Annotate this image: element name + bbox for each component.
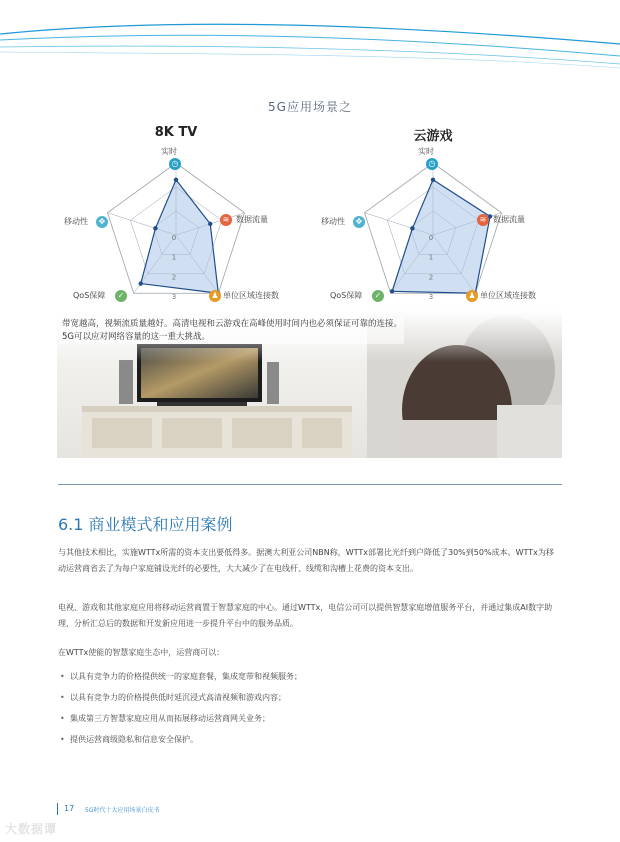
clock-icon: ◷: [426, 158, 438, 170]
qos-icon: ✓: [372, 290, 384, 302]
header-wave-decoration: [0, 0, 620, 70]
section-divider: [58, 484, 562, 485]
paragraph-intro-list: 在WTTx使能的智慧家庭生态中，运营商可以：: [58, 648, 225, 657]
radar-data-point: [139, 281, 143, 285]
section-title: 6.1 商业模式和应用案例: [58, 515, 233, 534]
radar-data-point: [153, 226, 157, 230]
traffic-icon: ≋: [220, 214, 232, 226]
watermark: [5, 820, 57, 837]
radar-scale-label: 2: [171, 273, 177, 282]
mobility-icon: ✥: [353, 216, 365, 228]
axis-label-connections: 单位区域连接数: [480, 291, 536, 300]
axis-label-traffic: 数据流量: [493, 215, 525, 224]
qos-icon: ✓: [115, 290, 127, 302]
paragraph-smart-home: 电视、游戏和其他家庭应用将移动运营商置于智慧家庭的中心。通过WTTx，电信公司可以提供智慧家庭增值服务平台，并通过集成AI数字助理，分析汇总后的数据和开发新应用进一步提升平台中的服务品质。: [58, 603, 553, 628]
list-item: • 以具有竞争力的价格提供低时延沉浸式高清视频和游戏内容；: [58, 687, 558, 708]
axis-label-realtime: 实时: [418, 147, 434, 156]
photo-caption-line-2: 5G可以应对网络容量的这一重大挑战。: [62, 332, 210, 342]
photo-caption-line-1: 带宽越高，视频流质量越好。高清电视和云游戏在高峰使用时间内也必须保证可靠的连接。: [62, 319, 403, 329]
list-item: • 提供运营商级隐私和信息安全保护。: [58, 729, 558, 750]
watermark-text: 大数据谭: [5, 822, 58, 836]
operator-capabilities-list: [58, 666, 558, 750]
radar-scale-label: 2: [428, 273, 434, 282]
radar-chart-cloud-gaming: [321, 125, 536, 315]
axis-label-qos: QoS保障: [330, 291, 363, 300]
list-item: • 集成第三方智慧家庭应用从而拓展移动运营商网关业务；: [58, 708, 558, 729]
living-room-photo: [57, 310, 562, 458]
radar-scale-label: 0: [428, 234, 434, 242]
radar-title: 8K TV: [154, 125, 198, 140]
radar-data-point: [390, 289, 394, 293]
page-number: 17: [64, 804, 75, 813]
radar-data-point: [174, 178, 178, 182]
clock-icon: ◷: [169, 158, 181, 170]
radar-scale-label: 1: [428, 253, 434, 262]
mobility-icon: ✥: [96, 216, 108, 228]
axis-label-traffic: 数据流量: [236, 215, 268, 224]
scenario-title: 5G应用场景之: [268, 100, 352, 114]
radar-chart-8k-tv: [64, 125, 279, 315]
radar-data-area: [392, 180, 490, 293]
axis-label-realtime: 实时: [161, 147, 177, 156]
radar-scale-label: 0: [171, 234, 177, 242]
people-icon: ♟: [209, 290, 221, 302]
people-icon: ♟: [466, 290, 478, 302]
photo-caption: [60, 318, 404, 344]
radar-scale-label: 3: [171, 293, 177, 302]
axis-label-mobility: 移动性: [64, 217, 88, 226]
radar-data-point: [410, 226, 414, 230]
axis-label-qos: QoS保障: [73, 291, 106, 300]
radar-title: 云游戏: [413, 129, 453, 144]
document-title: 5G时代十大应用场景白皮书: [85, 807, 160, 814]
paragraph-capex: 与其他技术相比，实施WTTx所需的资本支出要低得多。据澳大利亚公司NBN称，WTTx部署比光纤到户降低了30%到50%成本。WTTx为移动运营商省去了为每户家庭铺设光纤的必要性，大大减少了在电线杆、线缆和沟槽上花费的资本支出。: [58, 548, 554, 573]
radar-data-point: [208, 222, 212, 226]
list-item: • 以具有竞争力的价格提供统一的家庭套餐，集成宽带和视频服务；: [58, 666, 558, 687]
radar-scale-label: 3: [428, 293, 434, 302]
axis-label-mobility: 移动性: [321, 217, 345, 226]
radar-data-point: [431, 178, 435, 182]
traffic-icon: ≋: [477, 214, 489, 226]
radar-data-area: [141, 180, 219, 293]
footer-bar: [57, 803, 58, 815]
axis-label-connections: 单位区域连接数: [223, 291, 279, 300]
radar-scale-label: 1: [171, 253, 177, 262]
